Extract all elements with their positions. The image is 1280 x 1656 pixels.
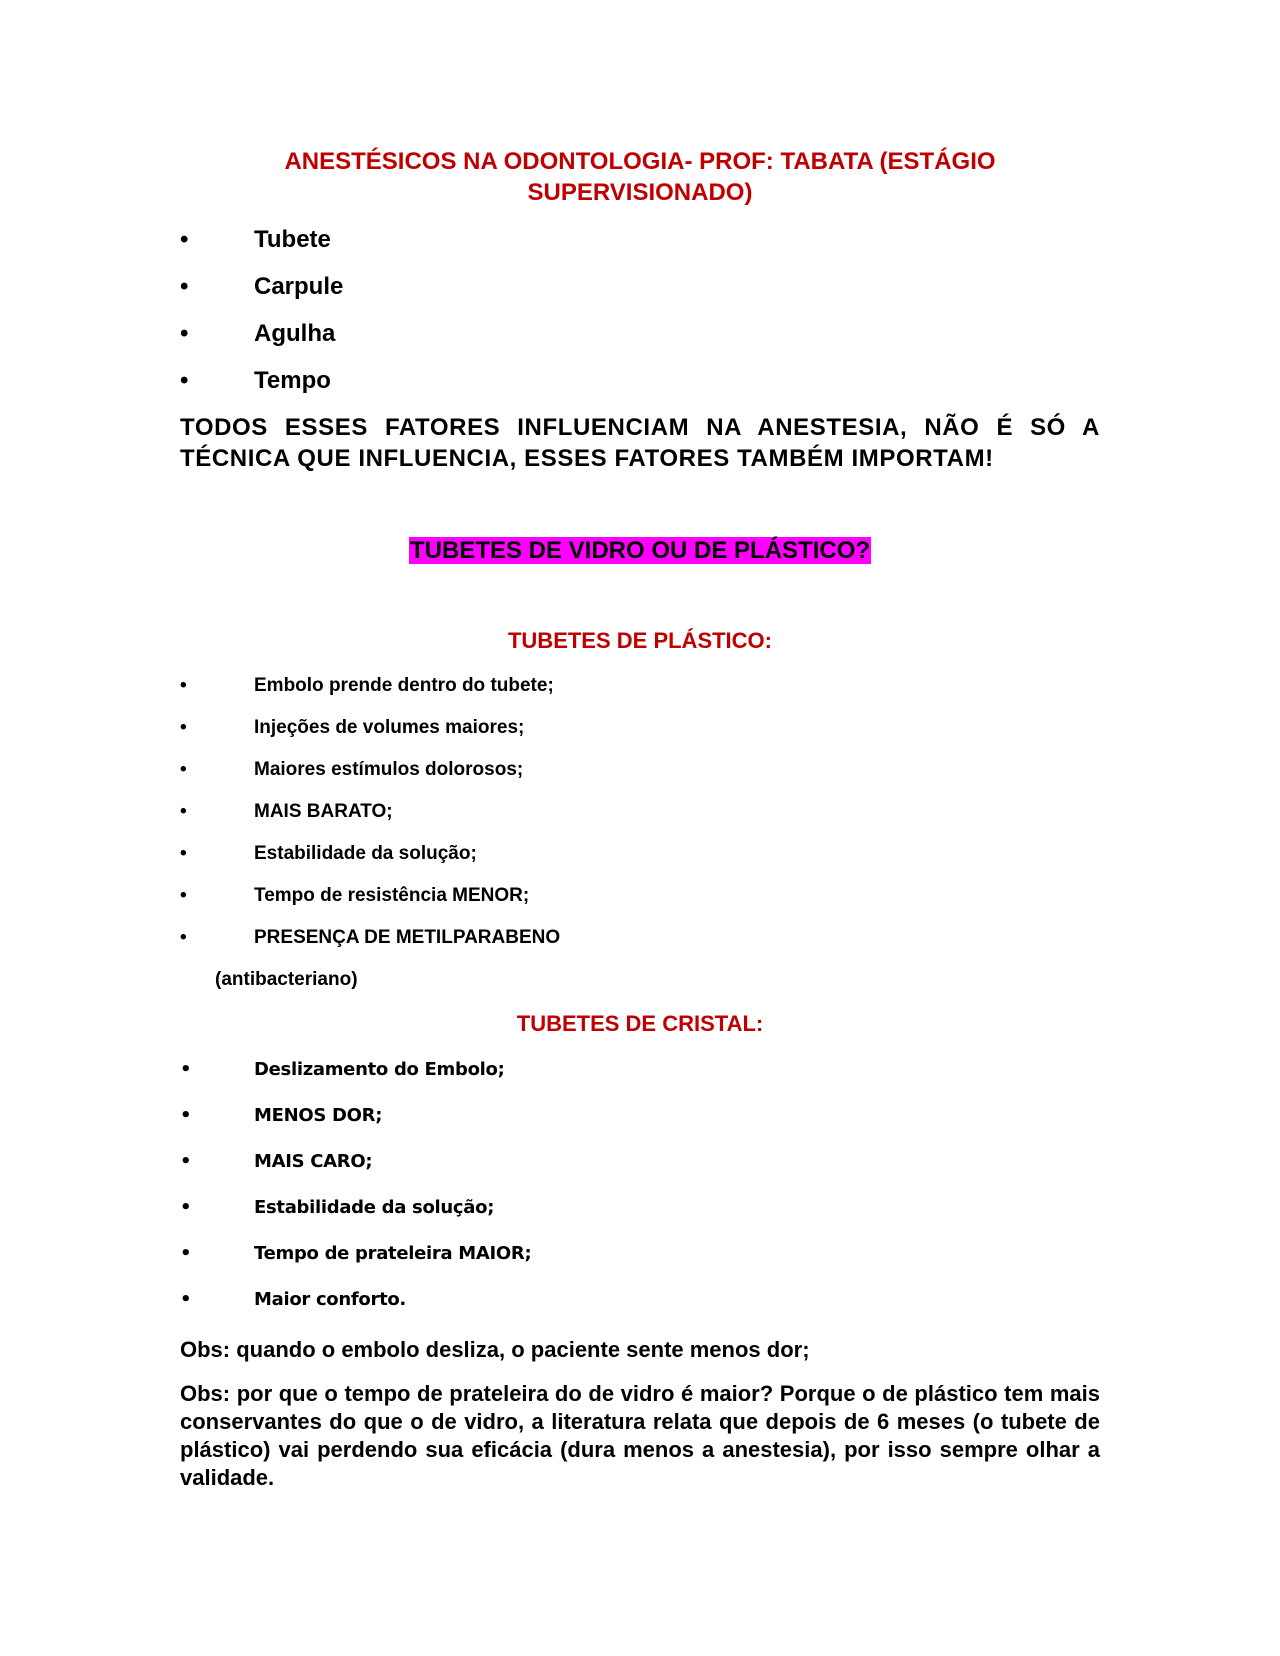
plastic-heading: TUBETES DE PLÁSTICO: bbox=[507, 628, 772, 653]
obs-paragraph-1: Obs: quando o embolo desliza, o paciente sente menos dor; bbox=[180, 1337, 810, 1362]
document-title: ANESTÉSICOS NA ODONTOLOGIA- PROF: TABATA (ESTÁGIO SUPERVISIONADO) bbox=[284, 148, 996, 206]
question-heading-wrap bbox=[0, 536, 1280, 566]
bullet-icon: • bbox=[180, 320, 189, 347]
question-heading: TUBETES DE VIDRO OU DE PLÁSTICO? bbox=[409, 537, 871, 564]
bullet-icon: • bbox=[180, 927, 187, 948]
bullet-icon: • bbox=[180, 717, 187, 738]
bullet-icon: • bbox=[180, 1151, 192, 1172]
crystal-heading: TUBETES DE CRISTAL: bbox=[516, 1011, 764, 1036]
bullet-icon: • bbox=[180, 273, 189, 300]
bullet-icon: • bbox=[180, 1105, 192, 1126]
bullet-icon: • bbox=[180, 885, 187, 906]
bullet-icon: • bbox=[180, 1197, 192, 1218]
bullet-icon: • bbox=[180, 367, 189, 394]
bullet-icon: • bbox=[180, 759, 187, 780]
bullet-icon: • bbox=[180, 226, 189, 253]
bullet-icon: • bbox=[180, 1289, 192, 1310]
bullet-icon: • bbox=[180, 801, 187, 822]
list-continuation: (antibacteriano) bbox=[215, 969, 358, 990]
bullet-icon: • bbox=[180, 843, 187, 864]
intro-paragraph: TODOS ESSES FATORES INFLUENCIAM NA ANESTESIA, NÃO É SÓ A TÉCNICA QUE INFLUENCIA, ESSES FATORES TAMBÉM IMPORTAM! bbox=[180, 414, 1100, 472]
obs-paragraph-2: Obs: por que o tempo de prateleira do de vidro é maior? Porque o de plástico tem mais conservantes do que o de vidro, a literatura relata que depois de 6 meses (o tubete de plástico) vai perdendo sua eficácia (dura menos a anestesia), por isso sempre olhar a validade. bbox=[180, 1381, 1100, 1490]
document-page: ANESTÉSICOS NA ODONTOLOGIA- PROF: TABATA (ESTÁGIO SUPERVISIONADO) • Tubete • Carpule • Agulha • Tempo TODOS ESSES FATORES INFLUENCIAM NA ANESTESIA, NÃO É SÓ A TÉCNICA QUE INFLUENCIA, ESSES FATORES TAMBÉM IMPORTAM! TUBETES DE VIDRO OU DE PLÁSTICO? TUBETES DE PLÁSTICO: • Embolo prende dentro do tubete; • Injeções de volumes maiores; • Maiores estímulos dolorosos; • MAIS BARATO; • Estabilidade da solução; • Tempo de resistência MENOR; • PRESENÇA DE METILPARABENO (antibacteriano) TUBETES DE CRISTAL: • Deslizamento do Embolo; • MENOS DOR; • MAIS CARO; • Estabilidade da solução; • Tempo de prateleira MAIOR; • Maior conforto. Obs: quando o embolo desliza, o paciente sente menos dor; Obs: por que o tempo de prateleira do de vidro é maior? Porque o de plástico tem mais conservantes do que o de vidro, a literatura relata que depois de 6 meses (o tubete de plástico) vai perdendo sua eficácia (dura menos a anestesia), por isso sempre olhar a validade. bbox=[0, 0, 1280, 1656]
bullet-icon: • bbox=[180, 1243, 192, 1264]
bullet-icon: • bbox=[180, 675, 187, 696]
bullet-icon: • bbox=[180, 1059, 192, 1080]
